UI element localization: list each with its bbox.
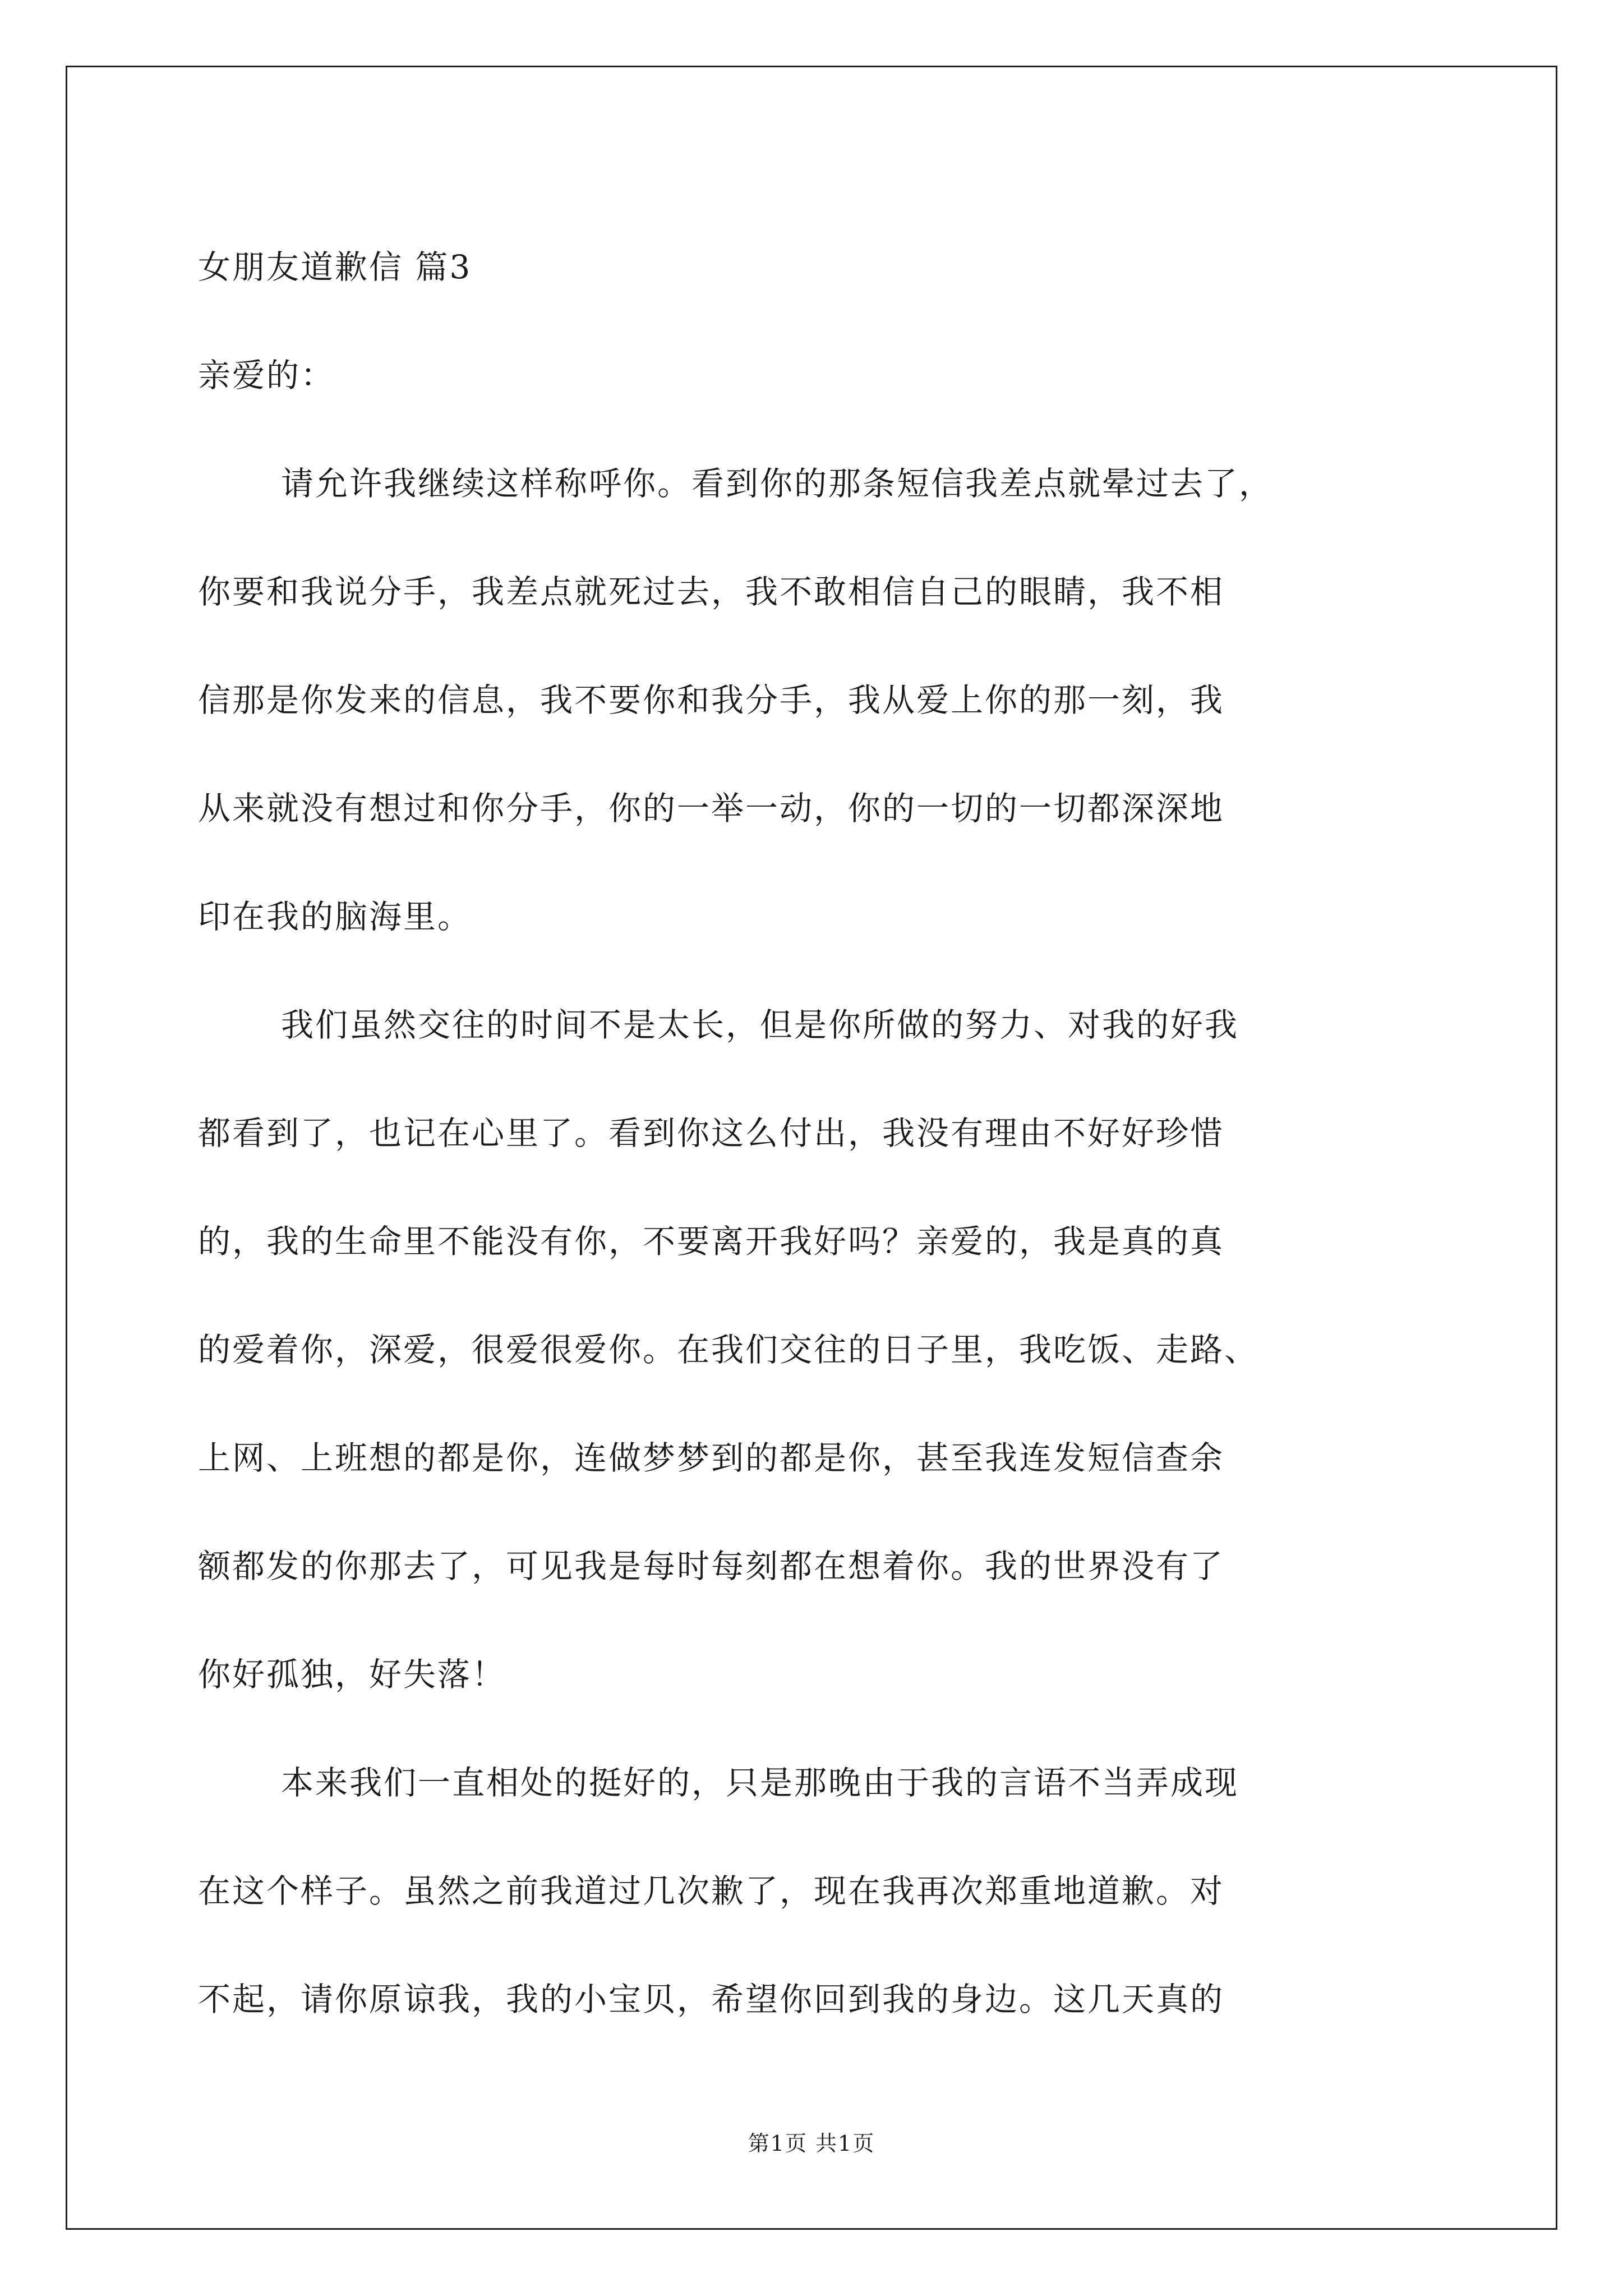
- paragraph-line: 在这个样子。虽然之前我道过几次歉了，现在我再次郑重地道歉。对: [198, 1872, 1225, 1910]
- paragraph-3: [198, 1729, 1471, 2054]
- paragraph-line: 信那是你发来的信息，我不要你和我分手，我从爱上你的那一刻，我: [198, 681, 1225, 719]
- paragraph-2: [198, 971, 1471, 1729]
- document-body: [198, 213, 1471, 2054]
- paragraph-line: 从来就没有想过和你分手，你的一举一动，你的一切的一切都深深地: [198, 789, 1225, 827]
- paragraph-line: 请允许我继续这样称呼你。看到你的那条短信我差点就晕过去了，: [281, 464, 1274, 503]
- paragraph-line: 我们虽然交往的时间不是太长，但是你所做的努力、对我的好我: [281, 1006, 1239, 1044]
- paragraph-line: 印在我的脑海里。: [198, 898, 472, 936]
- page-number: 第1页 共1页: [748, 2131, 875, 2156]
- paragraph-line: 的，我的生命里不能没有你，不要离开我好吗？亲爱的，我是真的真: [198, 1222, 1225, 1260]
- paragraph-line: 不起，请你原谅我，我的小宝贝，希望你回到我的身边。这几天真的: [198, 1980, 1225, 2018]
- paragraph-line: 额都发的你那去了，可见我是每时每刻都在想着你。我的世界没有了: [198, 1547, 1225, 1585]
- paragraph-1: [198, 430, 1471, 971]
- paragraph-line: 的爱着你，深爱，很爱很爱你。在我们交往的日子里，我吃饭、走路、: [198, 1331, 1259, 1369]
- paragraph-line: 本来我们一直相处的挺好的，只是那晚由于我的言语不当弄成现: [281, 1764, 1239, 1802]
- salutation: 亲爱的：: [198, 356, 335, 394]
- paragraph-line: 都看到了，也记在心里了。看到你这么付出，我没有理由不好好珍惜: [198, 1114, 1225, 1152]
- paragraph-line: 你好孤独，好失落！: [198, 1655, 506, 1694]
- paragraph-line: 你要和我说分手，我差点就死过去，我不敢相信自己的眼睛，我不相: [198, 573, 1225, 611]
- document-title: 女朋友道歉信 篇3: [198, 248, 472, 286]
- paragraph-line: 上网、上班想的都是你，连做梦梦到的都是你，甚至我连发短信查余: [198, 1439, 1225, 1477]
